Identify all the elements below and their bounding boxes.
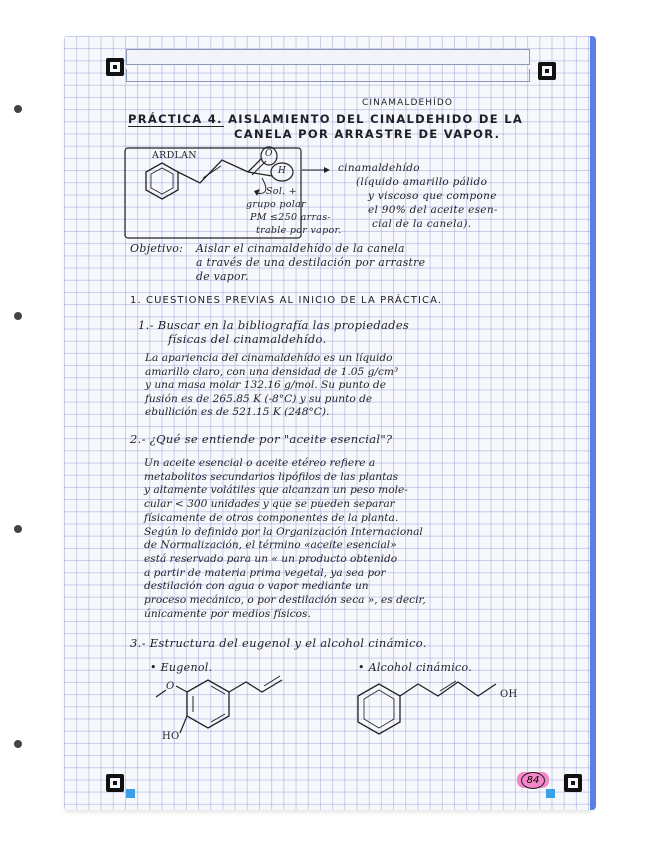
answer-2-line: está reservado para un « un producto obtenido: [144, 552, 398, 565]
answer-1-line: La apariencia del cinamaldehído es un líquido: [145, 352, 393, 364]
answer-1-line: fusión es de 265.85 K (-8°C) y su punto de: [145, 392, 373, 405]
structure-note: PM ≤250 arras-: [250, 212, 331, 223]
arrow-text: y viscoso que compone: [368, 190, 497, 202]
answer-2-line: únicamente por medios físicos.: [144, 607, 311, 620]
structure-note: trable por vapor.: [256, 225, 342, 236]
objective-label: Objetivo:: [130, 242, 184, 255]
title-insert: CINAMALDEHÍDO: [362, 98, 454, 108]
atom-oxygen: O: [265, 149, 273, 159]
answer-1-line: amarillo claro, con una densidad de 1.05 g/cm³: [145, 365, 399, 378]
question-1: 1.- Buscar en la bibliografía las propiedades: [138, 318, 410, 332]
answer-2-line: físicamente de otros componentes de la planta.: [144, 511, 399, 524]
answer-2-line: metabolitos secundarios lipófilos de las plantas: [144, 470, 399, 483]
page-number: 84: [521, 772, 545, 789]
answer-2-line: a partir de materia prima vegetal, ya sea por: [144, 566, 386, 579]
arrow-text: el 90% del aceite esen-: [368, 204, 498, 216]
section-heading: 1. CUESTIONES PREVIAS AL INICIO DE LA PRÁCTICA.: [130, 295, 443, 306]
objective-line: de vapor.: [196, 270, 249, 283]
answer-2-line: de Normalización, el término «aceite esencial»: [144, 539, 397, 552]
question-3: 3.- Estructura del eugenol y el alcohol cinámico.: [130, 636, 427, 650]
structure-label: ARDLAN: [152, 150, 197, 161]
answer-2-line: y altamente volátiles que alcanzan un peso mole-: [144, 484, 408, 497]
page-title-line1: PRÁCTICA 4. AISLAMIENTO DEL CINALDEHIDO DE LA: [128, 112, 524, 126]
cinnamyl-alcohol-label: • Alcohol cinámico.: [358, 661, 473, 674]
structure-note: Sol. +: [266, 186, 298, 197]
objective-line: a través de una destilación por arrastre: [196, 256, 426, 269]
answer-2-line: Un aceite esencial o aceite etéreo refiere a: [144, 457, 376, 469]
page-title-line2: CANELA POR ARRASTRE DE VAPOR.: [234, 127, 501, 141]
atom-hydrogen: H: [278, 166, 287, 176]
eugenol-atom-ho: HO: [162, 731, 180, 742]
eugenol-label: • Eugenol.: [150, 661, 213, 674]
question-1-cont: físicas del cinamaldehído.: [168, 332, 327, 346]
structure-note: grupo polar: [246, 199, 306, 210]
arrow-text: (líquido amarillo pálido: [356, 176, 488, 188]
answer-1-line: y una masa molar 132.16 g/mol. Su punto de: [145, 379, 386, 392]
question-2: 2.- ¿Qué se entiende por "aceite esencial"?: [130, 432, 393, 446]
answer-2-line: destilación con agua o vapor mediante un: [144, 580, 369, 593]
eugenol-atom-o: O: [166, 681, 175, 692]
answer-2-line: cular < 300 unidades y que se pueden separar: [144, 498, 395, 511]
answer-1-line: ebullición es de 521.15 K (248°C).: [145, 406, 330, 419]
arrow-text: cial de la canela).: [372, 218, 472, 230]
arrow-text: cinamaldehído: [338, 162, 420, 174]
answer-2-line: proceso mecánico, o por destilación seca », es decir,: [144, 594, 426, 607]
objective-line: Aislar el cinamaldehído de la canela: [196, 242, 405, 255]
answer-2-line: Según lo definido por la Organización Internacional: [144, 525, 423, 538]
cinnamyl-atom-oh: OH: [500, 689, 518, 700]
